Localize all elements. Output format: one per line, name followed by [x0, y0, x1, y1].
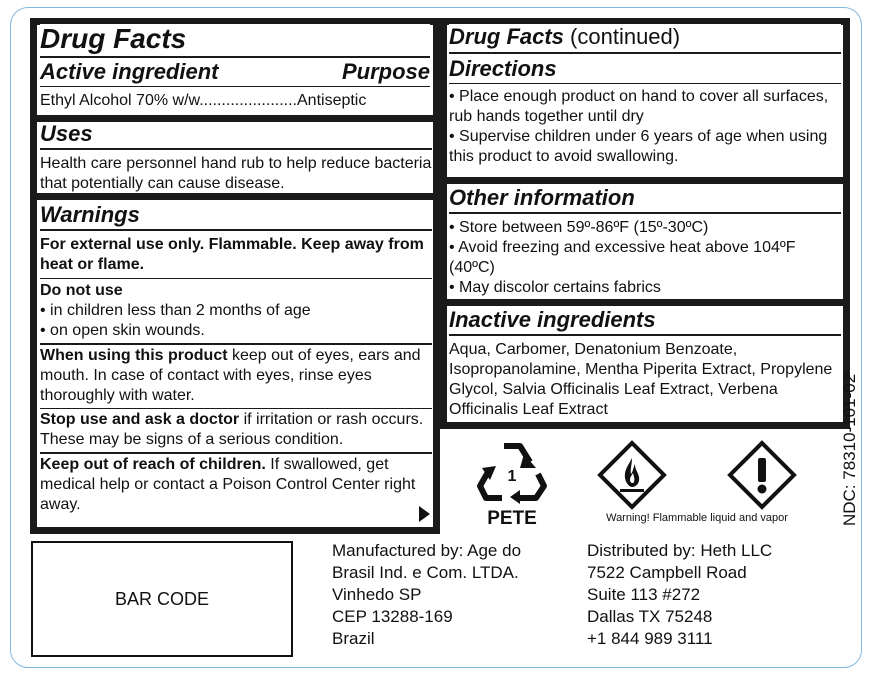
- manufacturer-block: [332, 540, 521, 650]
- active-ingredient-section: [40, 24, 430, 114]
- continued-title: Drug Facts: [449, 24, 564, 49]
- when-using-header: When using this product: [40, 346, 228, 364]
- manufacturer-line: CEP 13288-169: [332, 607, 453, 626]
- distributor-line: Distributed by: Heth LLC: [587, 541, 773, 560]
- other-information-header: Other information: [449, 185, 635, 210]
- divider: [440, 18, 447, 429]
- uses-section: [40, 122, 432, 192]
- other-info-line: • Avoid freezing and excessive heat above 104ºF (40ºC): [449, 238, 796, 276]
- directions-section: [449, 24, 841, 176]
- do-not-use-bullet: • on open skin wounds.: [40, 322, 205, 339]
- do-not-use-header: Do not use: [40, 282, 123, 299]
- continue-arrow-icon: [418, 506, 430, 522]
- warnings-header: Warnings: [40, 202, 140, 227]
- other-info-line: • Store between 59º-86ºF (15º-30ºC): [449, 218, 709, 236]
- distributor-block: [587, 540, 772, 650]
- keep-out-of-reach-text: If swallowed, get medical help or contact a Poison Control Center right away.: [40, 455, 416, 513]
- distributor-line: 7522 Campbell Road: [587, 563, 747, 582]
- keep-out-of-reach-header: Keep out of reach of children.: [40, 455, 266, 473]
- directions-line: • Place enough product on hand to cover all surfaces, rub hands together until dry: [449, 88, 829, 125]
- inactive-ingredients-section: [449, 306, 841, 422]
- recycle-number: 1: [507, 468, 517, 485]
- stop-use-text: if irritation or rash occurs. These may be signs of a serious condition.: [40, 411, 424, 448]
- divider: [440, 299, 850, 306]
- do-not-use-bullet: • in children less than 2 months of age: [40, 302, 311, 319]
- other-information-section: [449, 184, 841, 298]
- barcode-box: [31, 541, 293, 657]
- recycle-symbol-icon: [474, 438, 550, 504]
- continued-title-suffix: (continued): [563, 24, 681, 49]
- flammable-warning-text: Warning! Flammable liquid and vapor: [606, 512, 788, 524]
- active-ingredient-line: Ethyl Alcohol 70% w/w......................Antiseptic: [40, 92, 367, 109]
- directions-line: • Supervise children under 6 years of age when using this product to avoid swallowing.: [449, 128, 828, 165]
- manufacturer-line: Brazil: [332, 629, 375, 648]
- inactive-ingredients-header: Inactive ingredients: [449, 307, 656, 332]
- directions-header: Directions: [449, 55, 557, 81]
- divider: [30, 193, 440, 200]
- flammable-pictogram-icon: [597, 440, 667, 510]
- divider: [440, 177, 850, 184]
- barcode-label: BAR CODE: [114, 588, 210, 609]
- manufacturer-line: Vinhedo SP: [332, 585, 422, 604]
- manufacturer-line: Brasil Ind. e Com. LTDA.: [332, 563, 519, 582]
- recycle-label: PETE: [487, 508, 537, 529]
- drug-facts-title: Drug Facts: [40, 23, 187, 54]
- inactive-ingredients-text: Aqua, Carbomer, Denatonium Benzoate, Isopropanolamine, Mentha Piperita Extract, Propylene Glycol, Salvia Officinalis Leaf Extract, Verbena Officinalis Leaf Extract: [449, 340, 833, 418]
- distributor-line: Suite 113 #272: [587, 585, 701, 604]
- external-use-warning: For external use only. Flammable. Keep away from heat or flame.: [40, 235, 424, 273]
- exclamation-pictogram-icon: [727, 440, 797, 510]
- manufacturer-line: Manufactured by: Age do: [332, 541, 522, 560]
- uses-text: Health care personnel hand rub to help reduce bacteria that potentially can cause disease.: [40, 154, 432, 192]
- when-using-text: keep out of eyes, ears and mouth. In case of contact with eyes, rinse eyes thoroughly with water.: [40, 346, 421, 404]
- warnings-section: [40, 200, 432, 526]
- ndc-code: NDC: 78310-101-02: [840, 373, 859, 526]
- distributor-line: +1 844 989 3111: [587, 629, 713, 648]
- distributor-line: Dallas TX 75248: [587, 607, 713, 626]
- stop-use-header: Stop use and ask a doctor: [40, 411, 240, 428]
- active-ingredient-header: Active ingredient: [40, 58, 219, 84]
- uses-header: Uses: [40, 121, 93, 146]
- purpose-header: Purpose: [341, 58, 430, 84]
- other-info-line: • May discolor certains fabrics: [449, 278, 661, 296]
